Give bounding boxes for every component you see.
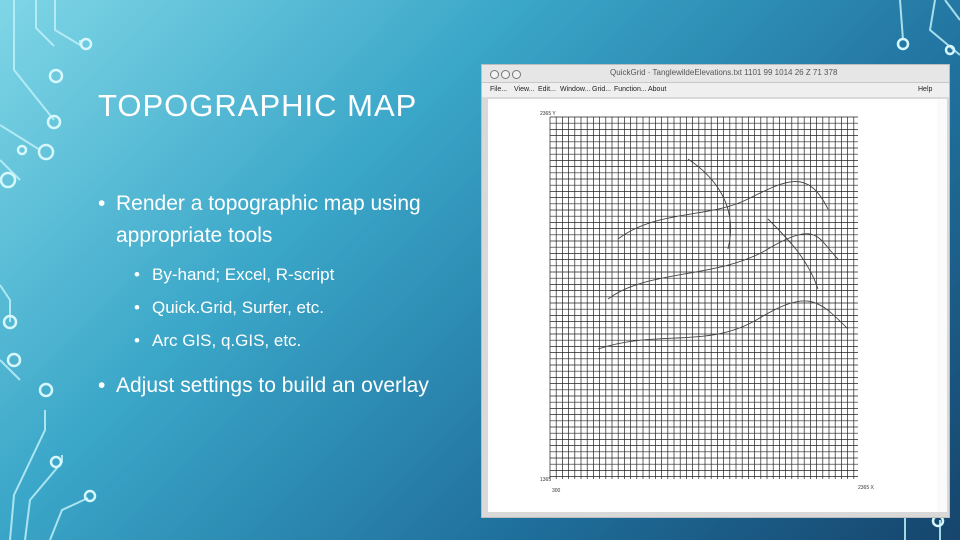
sub-bullet-item [134,297,488,319]
x-axis-min-label: 300 [552,488,561,494]
bullet-dot: • [98,192,106,215]
minimize-window-icon[interactable] [501,70,510,79]
bullet-list [98,188,488,414]
sub-bullet-text: Quick.Grid, Surfer, etc. [152,298,324,317]
menu-edit[interactable]: Edit... [538,86,556,93]
menu-bar [482,83,949,97]
sub-bullet-text: By-hand; Excel, R-script [152,265,335,284]
close-window-icon[interactable] [490,70,499,79]
bullet-item [98,370,488,402]
menu-view[interactable]: View... [514,86,535,93]
clipped-side-panel [937,99,947,512]
window-titlebar [482,65,949,83]
menu-help[interactable]: Help [918,86,933,93]
sub-bullet-item [134,264,488,286]
grid-canvas[interactable] [488,99,947,512]
bullet-dot: • [134,298,140,317]
contour-line [608,234,838,299]
menu-function[interactable]: Function... [614,86,647,93]
window-title: QuickGrid · TanglewildeElevations.txt 1101 99 1014 26 Z 71 378 [610,68,838,77]
bullet-item [98,188,488,252]
bullet-dot: • [98,374,106,397]
y-axis-max-label: 2365 Y [540,111,556,117]
bullet-dot: • [134,331,140,350]
bullet-text: Adjust settings to build an overlay [116,374,429,397]
y-axis-min-label: 1365 [540,477,552,483]
x-axis-max-label: 2365 X [858,485,874,491]
bullet-dot: • [134,265,140,284]
sub-bullet-text: Arc GIS, q.GIS, etc. [152,331,302,350]
slide-title: TOPOGRAPHIC MAP [98,88,418,123]
topographic-grid [488,99,937,512]
menu-grid[interactable]: Grid... [592,86,612,93]
bullet-text: Render a topographic map using appropriate tools [116,192,421,247]
menu-file[interactable]: File... [490,86,508,93]
menu-window[interactable]: Window... [560,86,591,93]
zoom-window-icon[interactable] [512,70,521,79]
quickgrid-screenshot [481,64,950,518]
menu-about[interactable]: About [648,86,667,93]
sub-bullet-item [134,330,488,352]
